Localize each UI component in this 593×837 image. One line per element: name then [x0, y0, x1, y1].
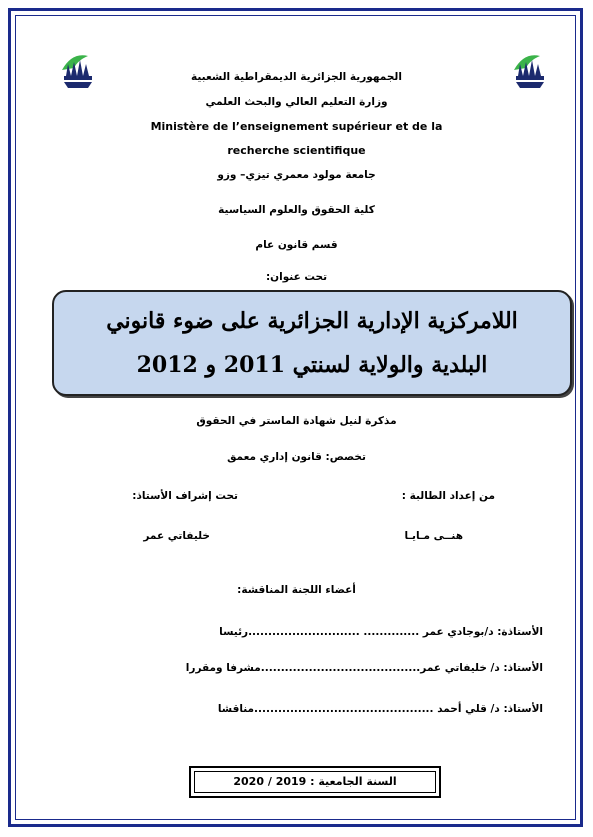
supervisor-label: تحت إشراف الأستاذ:	[132, 490, 238, 502]
faculty-name: كلية الحقوق والعلوم السياسية	[218, 204, 375, 216]
university-name: جامعة مولود معمري تيزي– وزو	[217, 169, 376, 181]
thesis-purpose: مذكرة لنيل شهادة الماستر في الحقوق	[196, 415, 397, 427]
thesis-title-line1: اللامركزية الإدارية الجزائرية على ضوء قانوني	[106, 308, 518, 334]
under-title-label: تحت عنوان:	[265, 271, 328, 283]
department-name: قسم قانون عام	[255, 239, 338, 251]
committee-member-president: الأستاذة: د/بوجادي عمر .............. ............................رئيسا	[219, 626, 543, 638]
republic-name: الجمهورية الجزائرية الديمقراطية الشعبية	[191, 71, 402, 83]
committee-member-supervisor: الأستاذ: د/ خليفاتي عمر........................................مشرفا ومقررا	[185, 662, 543, 674]
student-label: من إعداد الطالبة :	[401, 490, 495, 502]
ministry-french-line1: Ministère de l’enseignement supérieur et de la	[150, 120, 443, 133]
student-name: هنــى مـايـا	[404, 530, 463, 542]
thesis-title-line2: البلدية والولاية لسنتي 2011 و 2012	[136, 352, 488, 378]
thesis-title-box	[52, 290, 572, 396]
ministry-arabic: وزارة التعليم العالي والبحث العلمي	[205, 96, 388, 108]
academic-year-box	[189, 766, 441, 798]
committee-member-examiner: الأستاذ: د/ قلي أحمد .............................................مناقشا	[217, 703, 543, 715]
thesis-specialty: تخصص: قانون إداري معمق	[227, 451, 366, 463]
ministry-french-line2: recherche scientifique	[227, 144, 366, 157]
academic-year: السنة الجامعية : 2019 / 2020	[233, 775, 397, 788]
committee-heading: أعضاء اللجنة المناقشة:	[237, 584, 356, 596]
supervisor-name: خليفاتي عمر	[143, 530, 210, 542]
